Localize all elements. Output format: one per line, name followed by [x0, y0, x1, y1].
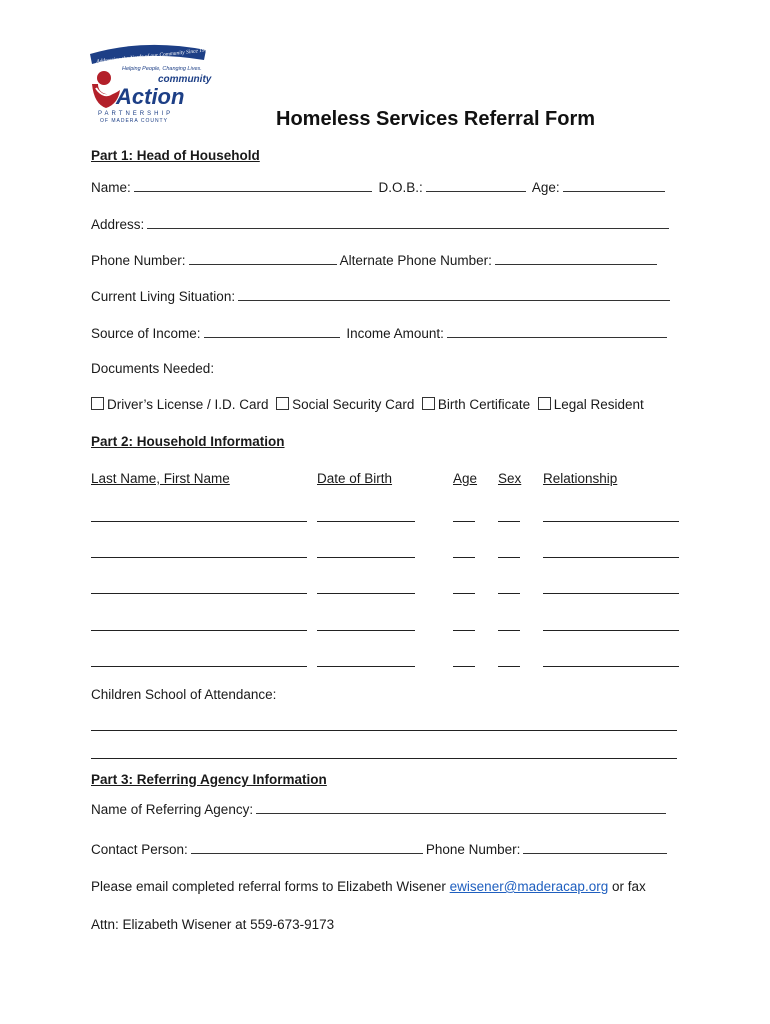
household-row-1-relationship-field[interactable]: [543, 521, 679, 522]
documents-row: [91, 397, 644, 412]
address-row: [91, 216, 672, 232]
household-row-3-age-field[interactable]: [453, 593, 475, 594]
col-dob: Date of Birth: [317, 471, 393, 486]
phone-label: Phone Number:: [91, 253, 186, 268]
phone-field[interactable]: [189, 252, 337, 265]
household-row-5-dob-field[interactable]: [317, 666, 415, 667]
household-row-2-sex-field[interactable]: [498, 557, 520, 558]
community-action-logo: [84, 44, 212, 124]
agency-row: [91, 801, 669, 817]
logo-tagline: Helping People, Changing Lives.: [122, 66, 202, 72]
income-amount-field[interactable]: [447, 325, 667, 338]
documents-needed-label: Documents Needed:: [91, 361, 215, 376]
household-row-5-age-field[interactable]: [453, 666, 475, 667]
household-row-4-sex-field[interactable]: [498, 630, 520, 631]
income-source-label: Source of Income:: [91, 326, 201, 341]
living-row: [91, 288, 673, 304]
household-row-1-dob-field[interactable]: [317, 521, 415, 522]
logo-word-community: community: [158, 74, 212, 85]
school-line-1[interactable]: [91, 730, 677, 731]
household-row-4-relationship-field[interactable]: [543, 630, 679, 631]
income-amount-label: Income Amount:: [346, 326, 444, 341]
living-situation-field[interactable]: [238, 288, 670, 301]
email-row: [91, 879, 646, 894]
birth-certificate-checkbox[interactable]: [422, 397, 435, 410]
school-line-2[interactable]: [91, 758, 677, 759]
part3-heading: Part 3: Referring Agency Information: [91, 772, 327, 787]
household-row-5-name-field[interactable]: [91, 666, 307, 667]
social-security-checkbox[interactable]: [276, 397, 289, 410]
living-situation-label: Current Living Situation:: [91, 289, 236, 304]
dob-label: D.O.B.:: [378, 180, 423, 195]
contact-label: Contact Person:: [91, 842, 188, 857]
address-field[interactable]: [147, 216, 669, 229]
household-row-1-name-field[interactable]: [91, 521, 307, 522]
logo-word-action: Action: [116, 84, 185, 109]
income-source-field[interactable]: [204, 325, 340, 338]
name-label: Name:: [91, 180, 131, 195]
household-row-3-name-field[interactable]: [91, 593, 307, 594]
email-link[interactable]: ewisener@maderacap.org: [449, 879, 609, 894]
col-sex: Sex: [498, 471, 522, 486]
household-row-4-name-field[interactable]: [91, 630, 307, 631]
legal-resident-label: Legal Resident: [553, 397, 644, 412]
household-row-3-dob-field[interactable]: [317, 593, 415, 594]
logo-arc-text: Addressing the Needs of our Community Since 1965: [96, 47, 211, 65]
email-text: Please email completed referral forms to Elizabeth Wisener: [91, 879, 446, 894]
dob-field[interactable]: [426, 179, 526, 192]
school-label: Children School of Attendance:: [91, 687, 277, 702]
age-label: Age:: [531, 180, 560, 195]
part1-heading: Part 1: Head of Household: [91, 148, 260, 163]
drivers-license-label: Driver’s License / I.D. Card: [107, 397, 269, 412]
logo-word-county: OF MADERA COUNTY: [100, 118, 168, 124]
part2-heading: Part 2: Household Information: [91, 434, 285, 449]
email-suffix: or fax: [611, 879, 646, 894]
phone-row: [91, 252, 660, 268]
household-row-1-sex-field[interactable]: [498, 521, 520, 522]
page-title: Homeless Services Referral Form: [276, 108, 596, 130]
household-row-4-age-field[interactable]: [453, 630, 475, 631]
household-row-5-sex-field[interactable]: [498, 666, 520, 667]
alt-phone-label: Alternate Phone Number:: [339, 253, 492, 268]
agency-field[interactable]: [256, 801, 666, 814]
col-age: Age: [453, 471, 478, 486]
name-field[interactable]: [134, 179, 372, 192]
household-row-2-name-field[interactable]: [91, 557, 307, 558]
ref-phone-label: Phone Number:: [425, 842, 521, 857]
drivers-license-checkbox[interactable]: [91, 397, 104, 410]
household-row-5-relationship-field[interactable]: [543, 666, 679, 667]
agency-label: Name of Referring Agency:: [91, 802, 254, 817]
household-row-2-relationship-field[interactable]: [543, 557, 679, 558]
attn-text: Attn: Elizabeth Wisener at 559-673-9173: [91, 917, 335, 932]
household-row-2-dob-field[interactable]: [317, 557, 415, 558]
income-row: [91, 325, 670, 341]
legal-resident-checkbox[interactable]: [538, 397, 551, 410]
col-relationship: Relationship: [543, 471, 618, 486]
household-row-3-sex-field[interactable]: [498, 593, 520, 594]
social-security-label: Social Security Card: [292, 397, 415, 412]
contact-field[interactable]: [191, 841, 423, 854]
household-row-2-age-field[interactable]: [453, 557, 475, 558]
logo-word-partnership: PARTNERSHIP: [98, 111, 174, 117]
household-row-4-dob-field[interactable]: [317, 630, 415, 631]
col-name: Last Name, First Name: [91, 471, 230, 486]
ref-phone-field[interactable]: [523, 841, 667, 854]
contact-row: [91, 841, 670, 857]
address-label: Address:: [91, 217, 145, 232]
alt-phone-field[interactable]: [495, 252, 657, 265]
age-field[interactable]: [563, 179, 665, 192]
birth-certificate-label: Birth Certificate: [437, 397, 531, 412]
name-row: [91, 179, 668, 195]
household-row-3-relationship-field[interactable]: [543, 593, 679, 594]
household-row-1-age-field[interactable]: [453, 521, 475, 522]
